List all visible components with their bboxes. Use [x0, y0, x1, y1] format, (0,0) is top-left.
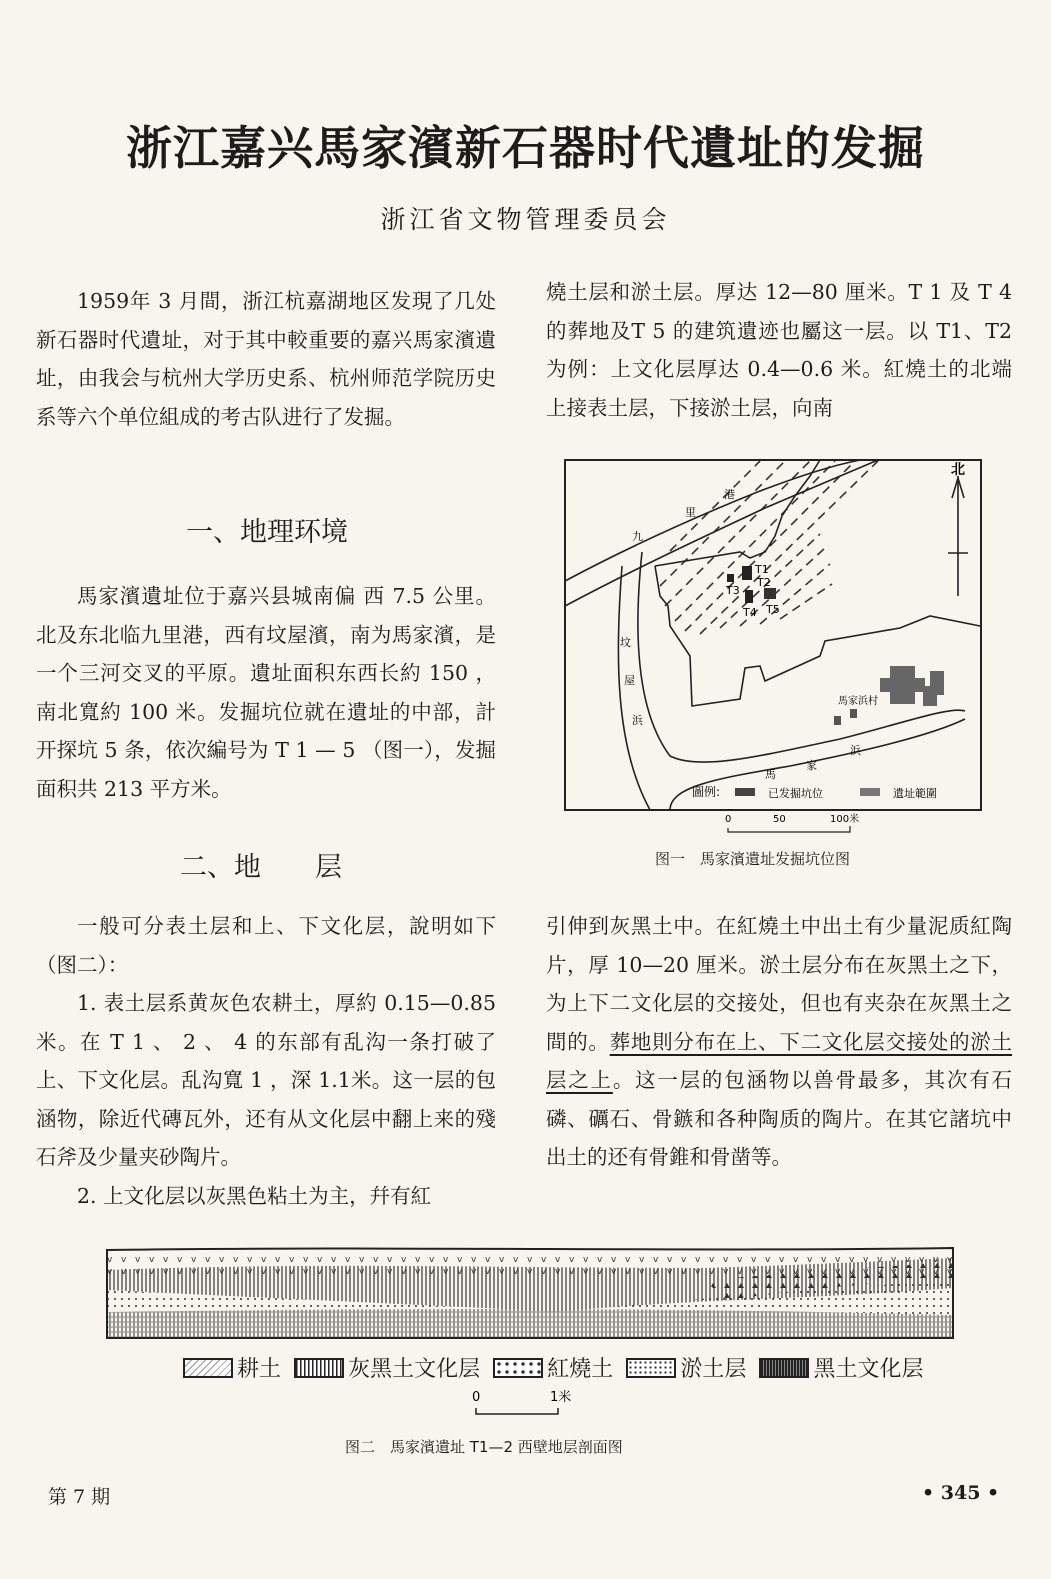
pit-label-t4: T4 [743, 606, 757, 619]
figure-2-scale [470, 1388, 590, 1420]
underlined-passage: 葬地則分布在上、下二文化层交接处的淤土层之上 [546, 1029, 1013, 1092]
legend-grey-black-label: 灰黑土文化层 [348, 1357, 481, 1382]
site-boundary [655, 460, 980, 706]
section-2-body [36, 907, 496, 1215]
pit-label-t5: T5 [766, 603, 780, 616]
legend-topsoil [183, 1352, 281, 1383]
swatch-topsoil [183, 1358, 233, 1378]
legend-black [759, 1352, 923, 1383]
intro-text: 1959年 3 月間，浙江杭嘉湖地区发現了几处新石器时代遺址，对于其中較重要的嘉兴馬家濱遺址，由我会与杭州大学历史系、杭州师范学院历史系等六个单位組成的考古队进行了发掘。 [36, 289, 496, 429]
scale-bar [728, 826, 850, 832]
section-2-paragraph-1: 一般可分表土层和上、下文化层，說明如下（图二）： [36, 914, 496, 977]
map-frame [565, 460, 981, 810]
article-author: 浙江省文物管理委员会 [380, 205, 671, 234]
right-column-top [546, 273, 1012, 427]
village-label: 馬家浜村 [838, 696, 878, 707]
river-fenwu-west-bank [618, 566, 650, 810]
village-building [850, 709, 857, 718]
scale-0: 0 [472, 1390, 481, 1405]
figure-2-legend [183, 1352, 931, 1383]
section-2-paragraph-2: 1. 表土层系黄灰色农耕土，厚約 0.15—0.85 米。在 T 1 、 2 、 4 的东部有乱沟一条打破了上、下文化层。乱沟寬 1 ，深 1.1米。这一层的包涵物，除近代磚瓦外，还有从文化层中翻上来的殘石斧及少量夹砂陶片。 [36, 991, 496, 1169]
right-bottom-before: 引伸到灰黑土中。在紅燒土中出土有少量泥质紅陶片，厚 10—20 厘米。淤土层分布在灰黑土之下，为上下二文化层的交接处，但也有夹杂在灰黑土之間的。 [546, 914, 1012, 1054]
legend-red-burnt-label: 紅燒土 [547, 1357, 614, 1382]
river-label: 九 [632, 530, 643, 543]
river-label: 里 [685, 506, 696, 519]
swatch-grey-black [294, 1358, 344, 1378]
pit-label-t3: T3 [726, 584, 740, 597]
legend-swatch-pit [735, 788, 755, 796]
river-label: 馬 [765, 768, 776, 781]
swatch-black [759, 1358, 809, 1378]
scale-0: 0 [725, 814, 732, 825]
section-1-paragraph: 馬家濱遺址位于嘉兴县城南偏 西 7.5 公里。北及东北临九里港，西有坟屋濱，南为馬家濱，是一个三河交叉的平原。遺址面积东西长約 150 ，南北寬約 100 米。发掘坑位就在遺址的中部，計开探坑 5 条，依次編号为 T 1 — 5 （图一），发掘面积共 213 平方米。 [36, 584, 496, 801]
village-building [834, 716, 841, 725]
issue-number: 第 7 期 [48, 1486, 111, 1508]
pit-t3 [727, 574, 734, 582]
legend-topsoil-label: 耕土 [237, 1357, 282, 1382]
legend-black-label: 黑土文化层 [813, 1357, 924, 1382]
right-top-text: 燒土层和淤土层。厚达 12—80 厘米。T 1 及 T 4 的葬地及T 5 的建筑遺迹也屬这一层。以 T1、T2为例：上文化层厚达 0.4—0.6 米。紅燒土的北端上接表土层，下接淤土层，向南 [546, 280, 1012, 420]
section-1-heading: 一、地理环境 [186, 517, 348, 548]
right-bottom-text [546, 907, 1012, 1177]
article-title: 浙江嘉兴馬家濱新石器时代遺址的发掘 [126, 121, 925, 175]
scale-1m: 1米 [550, 1390, 572, 1405]
section-2-paragraph-3: 2. 上文化层以灰黑色粘土为主，幷有紅 [77, 1183, 432, 1208]
pit-t1-t2 [742, 566, 752, 580]
river-label: 坟 [620, 636, 631, 649]
river-label: 浜 [850, 744, 861, 757]
pit-t4 [745, 590, 753, 603]
section-2-heading: 二、地 层 [180, 852, 342, 883]
legend-silt [626, 1352, 746, 1383]
figure-1-caption: 图一 馬家濱遺址发掘坑位图 [655, 850, 851, 868]
map-legend-pit: 已发掘坑位 [768, 787, 823, 800]
legend-grey-black [294, 1352, 480, 1383]
north-label: 北 [951, 462, 965, 478]
scale-50: 50 [773, 814, 786, 825]
river-jiuli-north-bank [565, 460, 860, 581]
map-legend-site: 遺址範圍 [893, 787, 937, 800]
right-column-bottom [546, 907, 1012, 1177]
figure-2-section [105, 1240, 955, 1340]
figure-1-map [560, 456, 988, 836]
swatch-red-burnt [493, 1358, 543, 1378]
pit-label-t1: T1 [755, 563, 769, 576]
legend-silt-label: 淤土层 [680, 1357, 747, 1382]
map-legend-label: 圖例: [692, 785, 721, 799]
section-1-body [36, 577, 496, 808]
scale-bar [476, 1408, 558, 1414]
legend-swatch-site [860, 788, 880, 796]
river-label: 家 [806, 759, 817, 772]
scale-100: 100米 [830, 814, 860, 825]
legend-red-burnt [493, 1352, 613, 1383]
village-building [880, 678, 925, 692]
intro-paragraph [36, 282, 496, 436]
pit-label-t2: T2 [757, 576, 771, 589]
swatch-silt [626, 1358, 676, 1378]
village-building [930, 671, 944, 695]
north-arrow-icon [948, 462, 968, 596]
layer-black [107, 1309, 953, 1338]
figure-2-caption: 图二 馬家濱遺址 T1—2 西壁地层剖面图 [345, 1438, 623, 1456]
page-number: • 345 • [922, 1482, 1000, 1504]
right-bottom-after: 。这一层的包涵物以兽骨最多，其次有石磷、礪石、骨鏃和各种陶质的陶片。在其它諸坑中出土的还有骨錐和骨凿等。 [546, 1068, 1013, 1169]
pit-t5 [764, 588, 776, 599]
river-label: 浜 [632, 714, 643, 727]
river-label: 港 [724, 488, 735, 501]
river-label: 屋 [624, 674, 635, 687]
